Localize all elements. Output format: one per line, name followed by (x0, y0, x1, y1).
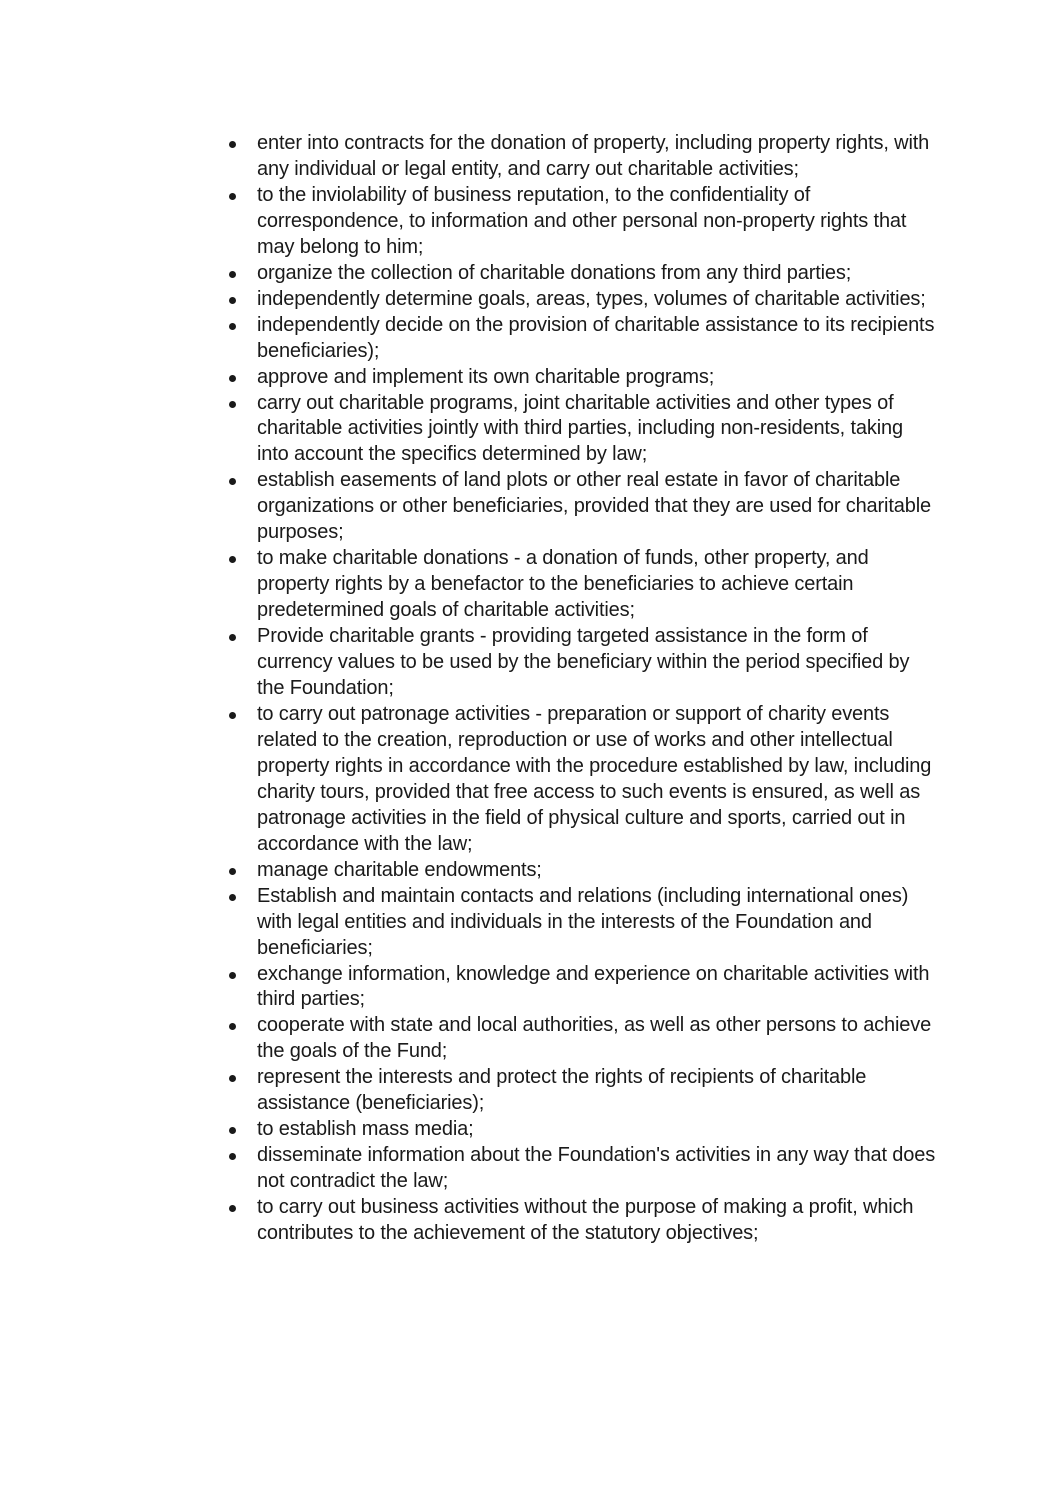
list-item-text: disseminate information about the Foundation's activities in any way that does not contradict the law; (257, 1144, 936, 1193)
list-item (257, 1013, 937, 1065)
list-item-text: to the inviolability of business reputation, to the confidentiality of correspondence, to information and other personal non-property rights that may belong to him; (257, 183, 907, 258)
list-item (257, 365, 937, 391)
list-item (257, 183, 937, 261)
list-item-text: independently determine goals, areas, types, volumes of charitable activities; (257, 287, 926, 310)
list-item (257, 858, 937, 884)
list-item-text: to carry out business activities without the purpose of making a profit, which contributes to the achievement of the statutory objectives; (257, 1196, 914, 1245)
bullet-dot-icon (229, 271, 236, 278)
bullet-dot-icon (229, 1127, 236, 1134)
bullet-dot-icon (229, 401, 236, 408)
bullet-dot-icon (229, 634, 236, 641)
list-item (257, 468, 937, 546)
bullet-dot-icon (229, 323, 236, 330)
list-item-text: organize the collection of charitable donations from any third parties; (257, 261, 852, 284)
list-item (257, 391, 937, 469)
list-item (257, 546, 937, 624)
bullet-dot-icon (229, 375, 236, 382)
list-item-text: enter into contracts for the donation of property, including property rights, with any individual or legal entity, and carry out charitable activities; (257, 132, 930, 180)
bullet-dot-icon (229, 1153, 236, 1160)
list-item-text: independently decide on the provision of charitable assistance to its recipients beneficiaries); (257, 313, 935, 362)
bullet-dot-icon (229, 556, 236, 563)
bullet-dot-icon (229, 1075, 236, 1082)
list-item (257, 1065, 937, 1117)
list-item-text: exchange information, knowledge and experience on charitable activities with third parties; (257, 962, 930, 1011)
bullet-dot-icon (229, 297, 236, 304)
list-item-text: to make charitable donations - a donation of funds, other property, and property rights by a benefactor to the beneficiaries to achieve certain predetermined goals of charitable activities; (257, 547, 869, 622)
list-item-text: cooperate with state and local authorities, as well as other persons to achieve the goals of the Fund; (257, 1014, 932, 1063)
list-item (257, 131, 937, 183)
bullet-dot-icon (229, 972, 236, 979)
list-item-text: represent the interests and protect the rights of recipients of charitable assistance (beneficiaries); (257, 1066, 867, 1115)
bullet-list (257, 131, 937, 1247)
bullet-dot-icon (229, 478, 236, 485)
list-item (257, 1143, 937, 1195)
list-item-text: Provide charitable grants - providing targeted assistance in the form of currency values to be used by the beneficiary within the period specified by the Foundation; (257, 625, 910, 700)
bullet-dot-icon (229, 868, 236, 875)
list-item-text: approve and implement its own charitable programs; (257, 365, 715, 388)
list-item (257, 884, 937, 962)
bullet-dot-icon (229, 1205, 236, 1212)
list-item (257, 624, 937, 702)
list-item-text: to establish mass media; (257, 1118, 474, 1141)
bullet-dot-icon (229, 193, 236, 200)
bullet-dot-icon (229, 712, 236, 719)
list-item-text: manage charitable endowments; (257, 858, 542, 881)
list-item-text: to carry out patronage activities - preparation or support of charity events related to the creation, reproduction or use of works and other intellectual property rights in accordance with the procedure established by law, including charity tours, provided that free access to such events is ensured, as well as patronage activities in the field of physical culture and sports, carried out in accordance with the law; (257, 702, 932, 855)
bullet-dot-icon (229, 141, 236, 148)
list-item (257, 1195, 937, 1247)
bullet-dot-icon (229, 1023, 236, 1030)
list-item-text: carry out charitable programs, joint charitable activities and other types of charitable activities jointly with third parties, including non-residents, taking into account the specifics determined by law; (257, 391, 903, 466)
list-item (257, 287, 937, 313)
list-item (257, 261, 937, 287)
list-item-text: establish easements of land plots or other real estate in favor of charitable organizations or other beneficiaries, provided that they are used for charitable purposes; (257, 469, 931, 544)
list-item (257, 702, 937, 858)
list-item (257, 962, 937, 1014)
list-item (257, 1117, 937, 1143)
list-item-text: Establish and maintain contacts and relations (including international ones) with legal entities and individuals in the interests of the Foundation and beneficiaries; (257, 884, 909, 959)
bullet-dot-icon (229, 894, 236, 901)
list-item (257, 313, 937, 365)
